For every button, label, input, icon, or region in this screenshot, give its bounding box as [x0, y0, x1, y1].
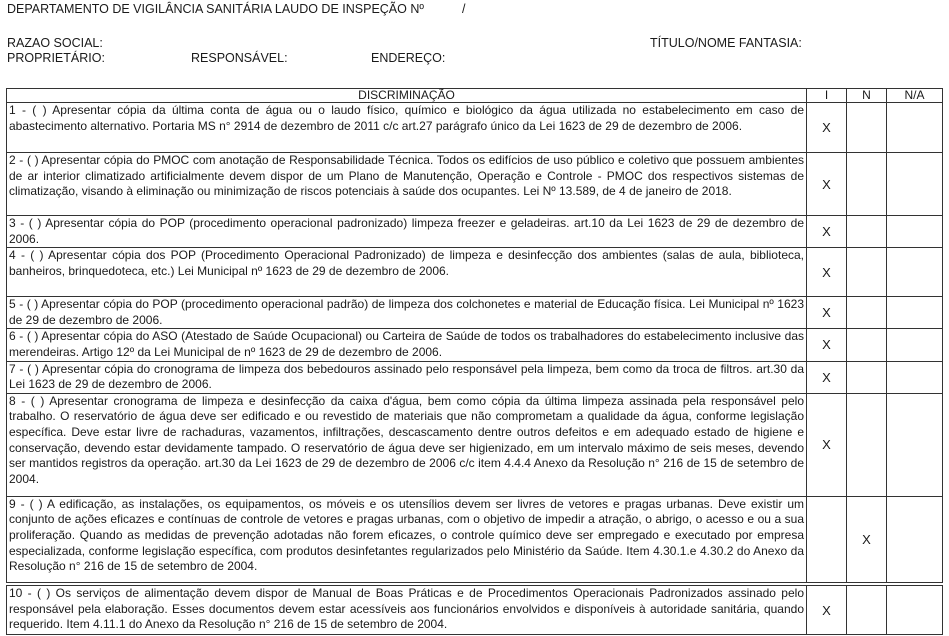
item-n-mark: [847, 248, 887, 297]
titulo-nome-fantasia-label: TÍTULO/NOME FANTASIA:: [650, 36, 802, 50]
column-header-na: N/A: [887, 89, 943, 103]
item-i-mark: X: [807, 393, 847, 496]
item-n-mark: [847, 393, 887, 496]
item-text: 7 - ( ) Apresentar cópia do cronograma de limpeza dos bebedouros assinado pelo responsável pela limpeza, bem como da troca de filtros. art.30 da Lei 1623 de 29 de dezembro de 2006.: [7, 361, 807, 393]
report-title: [7, 2, 465, 16]
item-text: 2 - ( ) Apresentar cópia do PMOC com anotação de Responsabilidade Técnica. Todos os edifícios de uso público e coletivo que possuem ambientes de ar interior climatizado artificialmente devem dispor de um Plano de Manutenção, Operação e Controle - PMOC dos respectivos sistemas de climatização, visando à eliminação ou minimização de riscos potenciais à saúde dos ocupantes. Lei Nº 13.589, de 4 de janeiro de 2018.: [7, 153, 807, 216]
item-text: 1 - ( ) Apresentar cópia da última conta de água ou o laudo físico, químico e biológico da água utilizada no estabelecimento em caso de abastecimento alternativo. Portaria MS n° 2914 de dezembro de 2011 c/c art.27 parágrafo único da Lei 1623 de 29 de dezembro de 2006.: [7, 103, 807, 153]
item-n-mark: [847, 153, 887, 216]
item-i-mark: X: [807, 586, 847, 635]
report-title-text: DEPARTAMENTO DE VIGILÂNCIA SANITÁRIA LAUDO DE INSPEÇÃO Nº: [7, 2, 424, 16]
item-text: 8 - ( ) Apresentar cronograma de limpeza e desinfecção da caixa d'água, bem como cópia da última limpeza assinada pela responsável pelo trabalho. O reservatório de água deve ser edificado e ou revestido de materiais que não comprometam a qualidade da água, conforme legislação específica. Deve estar livre de rachaduras, vazamentos, infiltrações, descascamento dentre outros defeitos e em adequado estado de higiene e conservação, devendo estar devidamente tampado. O reservatório de água deve ser higienizado, em um intervalo máximo de seis meses, devendo ser mantidos registros da operação. art.30 da Lei 1623 de 29 de dezembro de 2006 c/c item 4.4.4 Anexo da Resolução n° 216 de 15 de setembro de 2004.: [7, 393, 807, 496]
table-row: [7, 586, 943, 635]
item-text: 9 - ( ) A edificação, as instalações, os equipamentos, os móveis e os utensílios devem ser livres de vetores e pragas urbanas. Deve existir um conjunto de ações eficazes e contínuas de controle de vetores e pragas urbanas, com o objetivo de impedir a atração, o abrigo, o acesso e ou a sua proliferação. Quando as medidas de prevenção adotadas não forem eficazes, o controle químico deve ser empregado e executado por empresa especializada, conforme legislação específica, com produtos desinfetantes regularizados pelo Ministério da Saúde. Item 4.30.1.e 4.30.2 do Anexo da Resolução n° 216 de 15 de setembro de 2004.: [7, 496, 807, 582]
item-i-mark: X: [807, 297, 847, 329]
table-row: [7, 297, 943, 329]
item-na-mark: [887, 153, 943, 216]
item-na-mark: [887, 393, 943, 496]
responsavel-label: RESPONSÁVEL:: [191, 51, 288, 65]
item-na-mark: [887, 103, 943, 153]
item-i-mark: X: [807, 103, 847, 153]
item-n-mark: [847, 586, 887, 635]
table-row: [7, 248, 943, 297]
item-n-mark: X: [847, 496, 887, 582]
proprietario-label: PROPRIETÁRIO:: [7, 51, 105, 65]
item-n-mark: [847, 329, 887, 361]
item-i-mark: [807, 496, 847, 582]
table-row: [7, 496, 943, 582]
table-row: [7, 393, 943, 496]
item-na-mark: [887, 496, 943, 582]
table-row: [7, 216, 943, 248]
item-na-mark: [887, 297, 943, 329]
item-na-mark: [887, 248, 943, 297]
column-header-discriminacao: DISCRIMINAÇÃO: [7, 89, 807, 103]
item-n-mark: [847, 297, 887, 329]
item-i-mark: X: [807, 216, 847, 248]
item-text: 5 - ( ) Apresentar cópia do POP (procedimento operacional padrão) de limpeza dos colchonetes e material de Educação física. Lei Municipal nº 1623 de 29 de dezembro de 2006.: [7, 297, 807, 329]
column-header-i: I: [807, 89, 847, 103]
item-na-mark: [887, 361, 943, 393]
item-text: 6 - ( ) Apresentar cópia do ASO (Atestado de Saúde Ocupacional) ou Carteira de Saúde de todos os trabalhadores do estabelecimento inclusive das merendeiras. Artigo 12º da Lei Municipal de nº 1623 de 29 de dezembro de 2006.: [7, 329, 807, 361]
inspection-table-continued: [6, 585, 943, 635]
item-text: 4 - ( ) Apresentar cópia dos POP (Procedimento Operacional Padronizado) de limpeza e desinfecção dos ambientes (salas de aula, biblioteca, banheiros, brinquedoteca, etc.) Lei Municipal nº 1623 de 29 de dezembro de 2006.: [7, 248, 807, 297]
column-header-n: N: [847, 89, 887, 103]
item-text: 10 - ( ) Os serviços de alimentação devem dispor de Manual de Boas Práticas e de Procedimentos Operacionais Padronizados assinado pelo responsável pela elaboração. Esses documentos devem estar acessíveis aos funcionários envolvidos e disponíveis à autoridade sanitária, quando requerido. Item 4.11.1 do Anexo da Resolução n° 216 de 15 de setembro de 2004.: [7, 586, 807, 635]
item-na-mark: [887, 329, 943, 361]
item-n-mark: [847, 361, 887, 393]
item-n-mark: [847, 103, 887, 153]
item-i-mark: X: [807, 248, 847, 297]
table-header-row: [7, 89, 943, 103]
item-na-mark: [887, 586, 943, 635]
item-i-mark: X: [807, 361, 847, 393]
item-i-mark: X: [807, 329, 847, 361]
inspection-table: [6, 88, 943, 583]
item-na-mark: [887, 216, 943, 248]
table-row: [7, 361, 943, 393]
endereco-label: ENDEREÇO:: [371, 51, 446, 65]
item-n-mark: [847, 216, 887, 248]
report-number-separator: /: [461, 2, 466, 16]
item-text: 3 - ( ) Apresentar cópia do POP (procedimento operacional padronizado) limpeza freezer e geladeiras. art.10 da Lei 1623 de 29 de dezembro de 2006.: [7, 216, 807, 248]
table-row: [7, 329, 943, 361]
razao-social-label: RAZAO SOCIAL:: [7, 36, 103, 50]
table-row: [7, 153, 943, 216]
table-row: [7, 103, 943, 153]
item-i-mark: X: [807, 153, 847, 216]
